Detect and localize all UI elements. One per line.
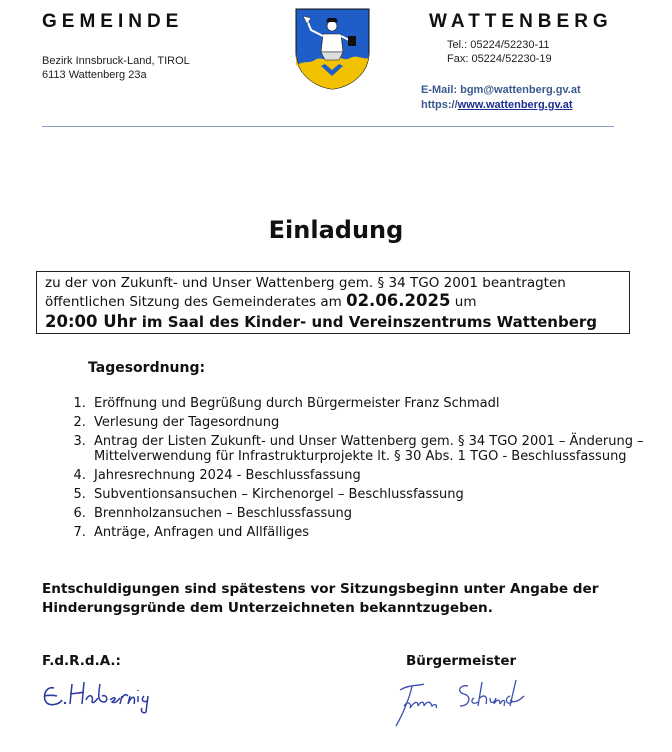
signature-left-label: F.d.R.d.A.: <box>42 653 121 669</box>
signature-right-label: Bürgermeister <box>406 653 517 669</box>
agenda-item: 4. Jahresrechnung 2024 - Beschlussfassung <box>90 468 672 484</box>
meeting-date: 02.06.2025 <box>346 291 451 310</box>
meeting-info-text-end: um <box>450 294 477 310</box>
district-text: Bezirk Innsbruck-Land, TIROL <box>42 55 190 67</box>
website-line <box>421 99 573 111</box>
agenda-item: 2. Verlesung der Tagesordnung <box>90 415 672 431</box>
phone-text: Tel.: 05224/52230-11 <box>447 39 550 51</box>
address-text: 6113 Wattenberg 23a <box>42 69 147 81</box>
signature-right <box>390 670 540 732</box>
excuse-notice: Entschuldigungen sind spätestens vor Sitzungsbeginn unter Angabe der Hinderungsgründe dem Unterzeichneten bekanntzugeben. <box>42 581 599 616</box>
agenda-heading: Tagesordnung: <box>88 360 206 376</box>
email-text: E-Mail: bgm@wattenberg.gv.at <box>421 84 581 96</box>
signature-left <box>40 674 162 714</box>
agenda-list <box>42 396 672 540</box>
website-link[interactable]: www.wattenberg.gv.at <box>457 99 573 111</box>
municipality-label: GEMEINDE <box>42 11 184 32</box>
meeting-info-line3 <box>45 312 597 331</box>
agenda-item: 3. Antrag der Listen Zukunft- und Unser Wattenberg gem. § 34 TGO 2001 – Änderung – Mittelverwendung für Infrastrukturprojekte lt. § 30 Abs. 1 TGO - Beschlussfassung <box>90 434 672 466</box>
agenda-item: 6. Brennholzansuchen – Beschlussfassung <box>90 506 672 522</box>
meeting-info-text: öffentlichen Sitzung des Gemeinderates am <box>45 294 347 310</box>
agenda-item: 5. Subventionsansuchen – Kirchenorgel – Beschlussfassung <box>90 487 672 503</box>
agenda-item: 1. Eröffnung und Begrüßung durch Bürgermeister Franz Schmadl <box>90 396 672 412</box>
fax-text: Fax: 05224/52230-19 <box>447 53 552 65</box>
agenda-item: 7. Anträge, Anfragen und Allfälliges <box>90 525 672 541</box>
meeting-info-line2 <box>45 290 476 313</box>
header-divider <box>42 126 614 127</box>
website-prefix: https:// <box>421 99 458 111</box>
meeting-location: im Saal des Kinder- und Vereinszentrums Wattenberg <box>136 313 598 331</box>
meeting-info-line1: zu der von Zukunft- und Unser Wattenberg gem. § 34 TGO 2001 beantragten <box>45 275 566 291</box>
meeting-time: 20:00 Uhr <box>45 312 137 331</box>
municipality-name: WATTENBERG <box>429 11 613 32</box>
coat-of-arms-icon <box>295 8 370 90</box>
document-title: Einladung <box>268 216 404 244</box>
meeting-info-box <box>36 271 630 334</box>
